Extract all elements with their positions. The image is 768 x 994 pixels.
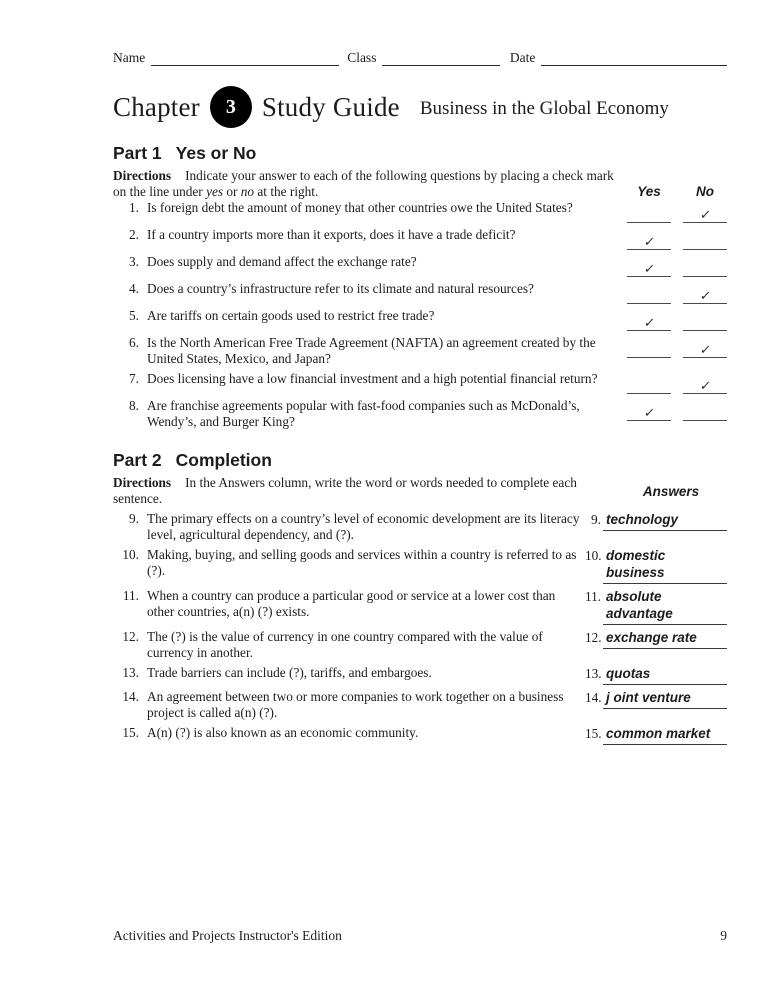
answers-column-header: Answers [642,483,700,499]
question-row-6 [113,335,727,367]
answer-block [585,547,727,584]
completion-row-10 [113,547,727,584]
answer-line[interactable]: common market [603,725,727,745]
question-text: Are franchise agreements popular with fast-food companies such as McDonald’s, Wendy’s, and Burger King? [147,398,580,429]
question-text: An agreement between two or more companies to work together on a business project is called a(n) (?). [147,689,564,720]
yes-answer-line[interactable] [627,200,671,223]
name-blank-line[interactable] [151,50,339,66]
no-answer-line[interactable] [683,335,727,358]
question-number: 10. [122,547,139,562]
question-text: Is foreign debt the amount of money that other countries owe the United States? [147,200,573,215]
question-text: The (?) is the value of currency in one country compared with the value of currency in another. [147,629,543,660]
question-number: 5. [129,308,139,323]
check-mark: ✓ [698,289,712,304]
part1-heading [113,143,727,165]
directions-text: Indicate your answer to each of the following questions by placing a check mark on the line under [113,168,614,199]
check-mark: ✓ [698,343,712,358]
part2-heading [113,450,727,472]
part2-directions-text: In the Answers column, write the word or words needed to complete each sentence. [113,475,577,506]
completion-row-12 [113,629,727,661]
completion-row-9 [113,511,727,543]
part1-label: Part 1 [113,143,162,163]
no-answer-line[interactable] [683,398,727,421]
check-mark: ✓ [698,208,712,223]
question-number: 8. [129,398,139,413]
question-row-1 [113,200,727,223]
question-row-8 [113,398,727,430]
question-number: 9. [129,511,139,526]
question-row-4 [113,281,727,304]
answer-line[interactable]: technology [603,511,727,531]
question-number: 15. [122,725,139,740]
question-row-5 [113,308,727,331]
yes-answer-line[interactable] [627,254,671,277]
name-label: Name [113,50,146,65]
answer-block [585,629,727,649]
question-text: When a country can produce a particular good or service at a lower cost than other countries, a(n) (?) exists. [147,588,556,619]
completion-row-11 [113,588,727,625]
id-row [113,48,727,66]
part1-title: Yes or No [175,143,257,163]
date-label: Date [509,50,536,65]
directions-yes-italic: yes [206,184,224,199]
question-number: 4. [129,281,139,296]
part1-directions-label: Directions [113,168,172,183]
chapter-word: Chapter [113,91,200,122]
answer-number: 13. [585,666,602,681]
question-text: Is the North American Free Trade Agreement (NAFTA) an agreement created by the United States, Mexico, and Japan? [147,335,596,366]
question-text: Trade barriers can include (?), tariffs, and embargoes. [147,665,432,680]
question-text: Are tariffs on certain goods used to restrict free trade? [147,308,435,323]
no-answer-line[interactable] [683,227,727,250]
question-number: 12. [122,629,139,644]
chapter-number-badge: 3 [210,86,252,128]
answer-block [585,689,727,709]
no-answer-line[interactable] [683,308,727,331]
check-mark: ✓ [642,235,656,250]
yes-answer-line[interactable] [627,308,671,331]
answer-number: 10. [585,548,602,563]
answer-block [585,665,727,685]
answer-line[interactable]: quotas [603,665,727,685]
answer-block [585,511,727,531]
question-text: A(n) (?) is also known as an economic community. [147,725,419,740]
check-mark: ✓ [642,316,656,331]
question-number: 14. [122,689,139,704]
part2-directions-label: Directions [113,475,172,490]
part1-directions [113,168,627,200]
directions-text: or [223,184,241,199]
question-row-7 [113,371,727,394]
part2-question-list [113,511,727,745]
no-answer-line[interactable] [683,254,727,277]
no-answer-line[interactable] [683,281,727,304]
directions-text: at the right. [254,184,319,199]
page-footer [113,928,727,944]
answer-line[interactable]: exchange rate [603,629,727,649]
question-number: 2. [129,227,139,242]
part2-title: Completion [175,450,272,470]
question-text: If a country imports more than it exports, does it have a trade deficit? [147,227,516,242]
question-text: Does a country’s infrastructure refer to its climate and natural resources? [147,281,534,296]
chapter-subtitle: Business in the Global Economy [419,98,669,119]
answer-number: 9. [591,512,601,527]
yes-answer-line[interactable] [627,281,671,304]
question-number: 7. [129,371,139,386]
no-answer-line[interactable] [683,371,727,394]
page-number: 9 [720,928,727,943]
yes-answer-line[interactable] [627,335,671,358]
answer-line[interactable]: absolute advantage [603,588,727,625]
question-text: Does supply and demand affect the exchange rate? [147,254,417,269]
check-mark: ✓ [642,262,656,277]
answer-number: 15. [585,726,602,741]
question-number: 1. [129,200,139,215]
answer-number: 14. [585,690,602,705]
completion-row-14 [113,689,727,721]
yes-answer-line[interactable] [627,398,671,421]
yes-answer-line[interactable] [627,227,671,250]
question-text: Does licensing have a low financial investment and a high potential financial return? [147,371,598,386]
question-number: 13. [122,665,139,680]
no-column-header: No [696,184,714,199]
question-text: Making, buying, and selling goods and services within a country is referred to as (?). [147,547,577,578]
question-row-2 [113,227,727,250]
question-row-3 [113,254,727,277]
check-mark: ✓ [642,406,656,421]
question-number: 11. [122,588,139,603]
question-number: 3. [129,254,139,269]
answer-number: 11. [585,589,602,604]
date-blank-line[interactable] [541,50,727,66]
answer-block [585,725,727,745]
answer-block [585,588,727,625]
footer-edition-text: Activities and Projects Instructor's Edition [113,928,342,943]
answer-number: 12. [585,630,602,645]
part2-directions-row [113,475,727,507]
class-label: Class [347,50,377,65]
completion-row-15 [113,725,727,745]
part1-question-list [113,200,727,430]
check-mark: ✓ [698,379,712,394]
no-answer-line[interactable] [683,200,727,223]
yes-no-column-headers [627,184,727,199]
yes-answer-line[interactable] [627,371,671,394]
question-number: 6. [129,335,139,350]
class-blank-line[interactable] [382,50,499,66]
directions-no-italic: no [240,184,255,199]
study-guide-title: Study Guide [261,91,400,122]
question-text: The primary effects on a country’s level of economic development are its literacy level, agricultural dependency, and (?). [147,511,580,542]
answer-line[interactable]: domestic business [603,547,727,584]
part2-label: Part 2 [113,450,162,470]
completion-row-13 [113,665,727,685]
answer-line[interactable]: j oint venture [603,689,727,709]
part2-directions [113,475,585,507]
yes-column-header: Yes [637,184,661,199]
part1-directions-row [113,168,727,200]
title-row [113,85,727,129]
